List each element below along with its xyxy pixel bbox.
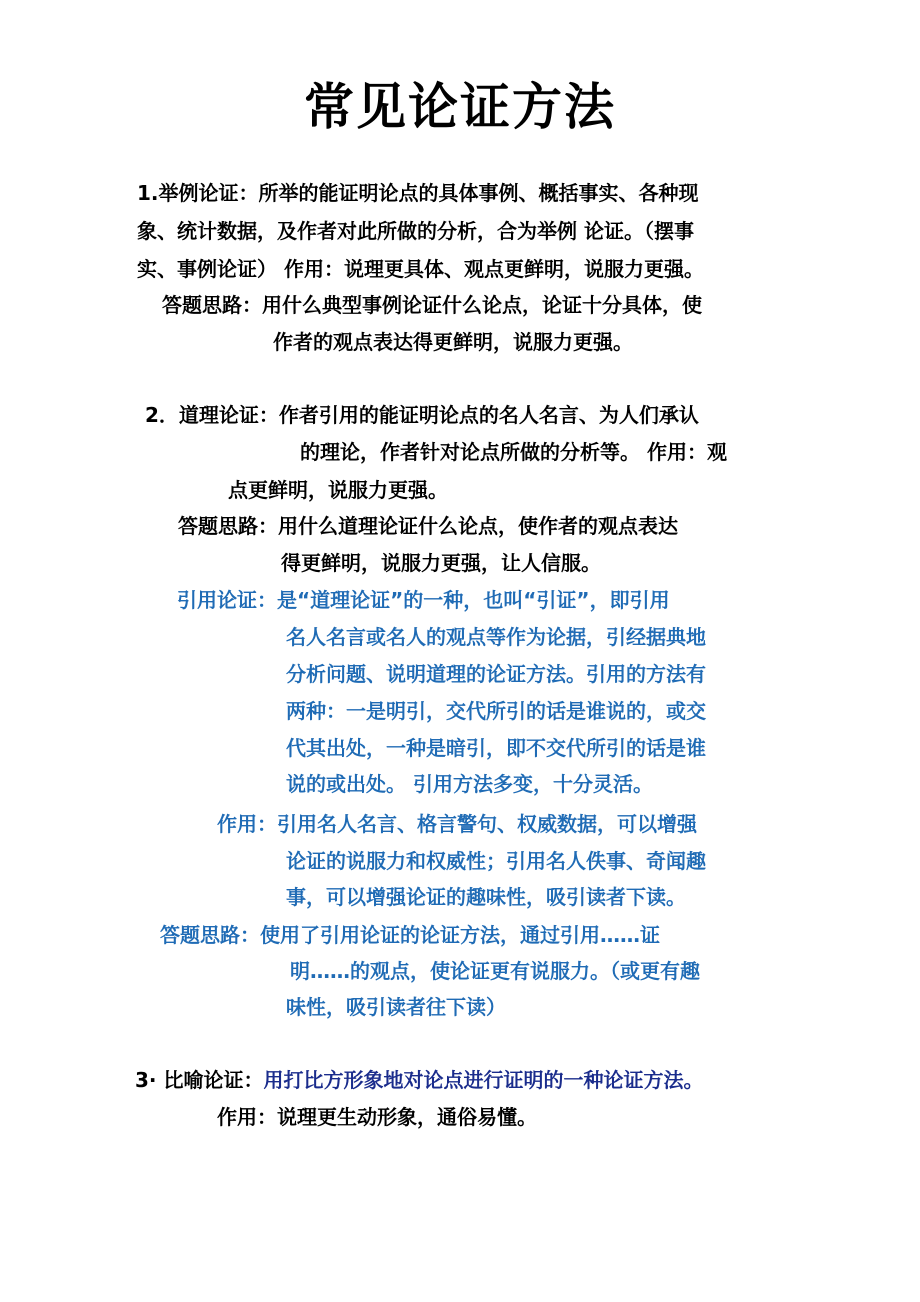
paragraph-line: 点更鲜明，说服力更强。 [228, 478, 448, 502]
quote-answer-line: 味性，吸引读者往下读） [286, 995, 506, 1019]
paragraph-line: 的理论，作者针对论点所做的分析等。 作用：观 [300, 440, 727, 464]
paragraph-line: 象、统计数据，及作者对此所做的分析，合为举例 论证。（摆事 [137, 219, 694, 243]
quote-line: 说的或出处。 引用方法多变，十分灵活。 [286, 772, 653, 796]
metaphor-definition-line [135, 1066, 703, 1094]
quote-effect-line: 作用：引用名人名言、格言警句、权威数据，可以增强 [217, 812, 697, 836]
quote-line: 引用论证：是“道理论证”的一种，也叫“引证”，即引用 [177, 588, 670, 612]
paragraph-line: 1.举例论证：所举的能证明论点的具体事例、概括事实、各种现 [137, 181, 699, 205]
answer-approach-line: 作者的观点表达得更鲜明，说服力更强。 [273, 330, 633, 354]
quote-line: 代其出处，一种是暗引，即不交代所引的话是谁 [286, 736, 706, 760]
quote-line: 两种：一是明引，交代所引的话是谁说的，或交 [286, 699, 706, 723]
page-title: 常见论证方法 [304, 78, 616, 136]
answer-approach-line: 答题思路：用什么道理论证什么论点，使作者的观点表达 [178, 514, 678, 538]
answer-approach-line: 得更鲜明，说服力更强，让人信服。 [281, 551, 601, 575]
answer-approach-line: 答题思路：用什么典型事例论证什么论点，论证十分具体，使 [162, 293, 702, 317]
quote-effect-line: 事，可以增强论证的趣味性，吸引读者下读。 [286, 885, 686, 909]
paragraph-line: 2．道理论证：作者引用的能证明论点的名人名言、为人们承认 [145, 403, 699, 427]
quote-line: 分析问题、说明道理的论证方法。引用的方法有 [286, 662, 706, 686]
quote-effect-line: 论证的说服力和权威性；引用名人佚事、奇闻趣 [286, 849, 706, 873]
quote-answer-line: 明……的观点，使论证更有说服力。（或更有趣 [290, 959, 700, 983]
metaphor-label: 3· 比喻论证： [135, 1068, 264, 1092]
metaphor-effect-line: 作用：说理更生动形象，通俗易懂。 [217, 1105, 537, 1129]
metaphor-definition: 用打比方形象地对论点进行证明的一种论证方法。 [263, 1068, 704, 1092]
quote-line: 名人名言或名人的观点等作为论据，引经据典地 [286, 625, 706, 649]
quote-answer-line: 答题思路：使用了引用论证的论证方法，通过引用……证 [160, 923, 660, 947]
paragraph-line: 实、事例论证） 作用：说理更具体、观点更鲜明，说服力更强。 [137, 257, 704, 281]
